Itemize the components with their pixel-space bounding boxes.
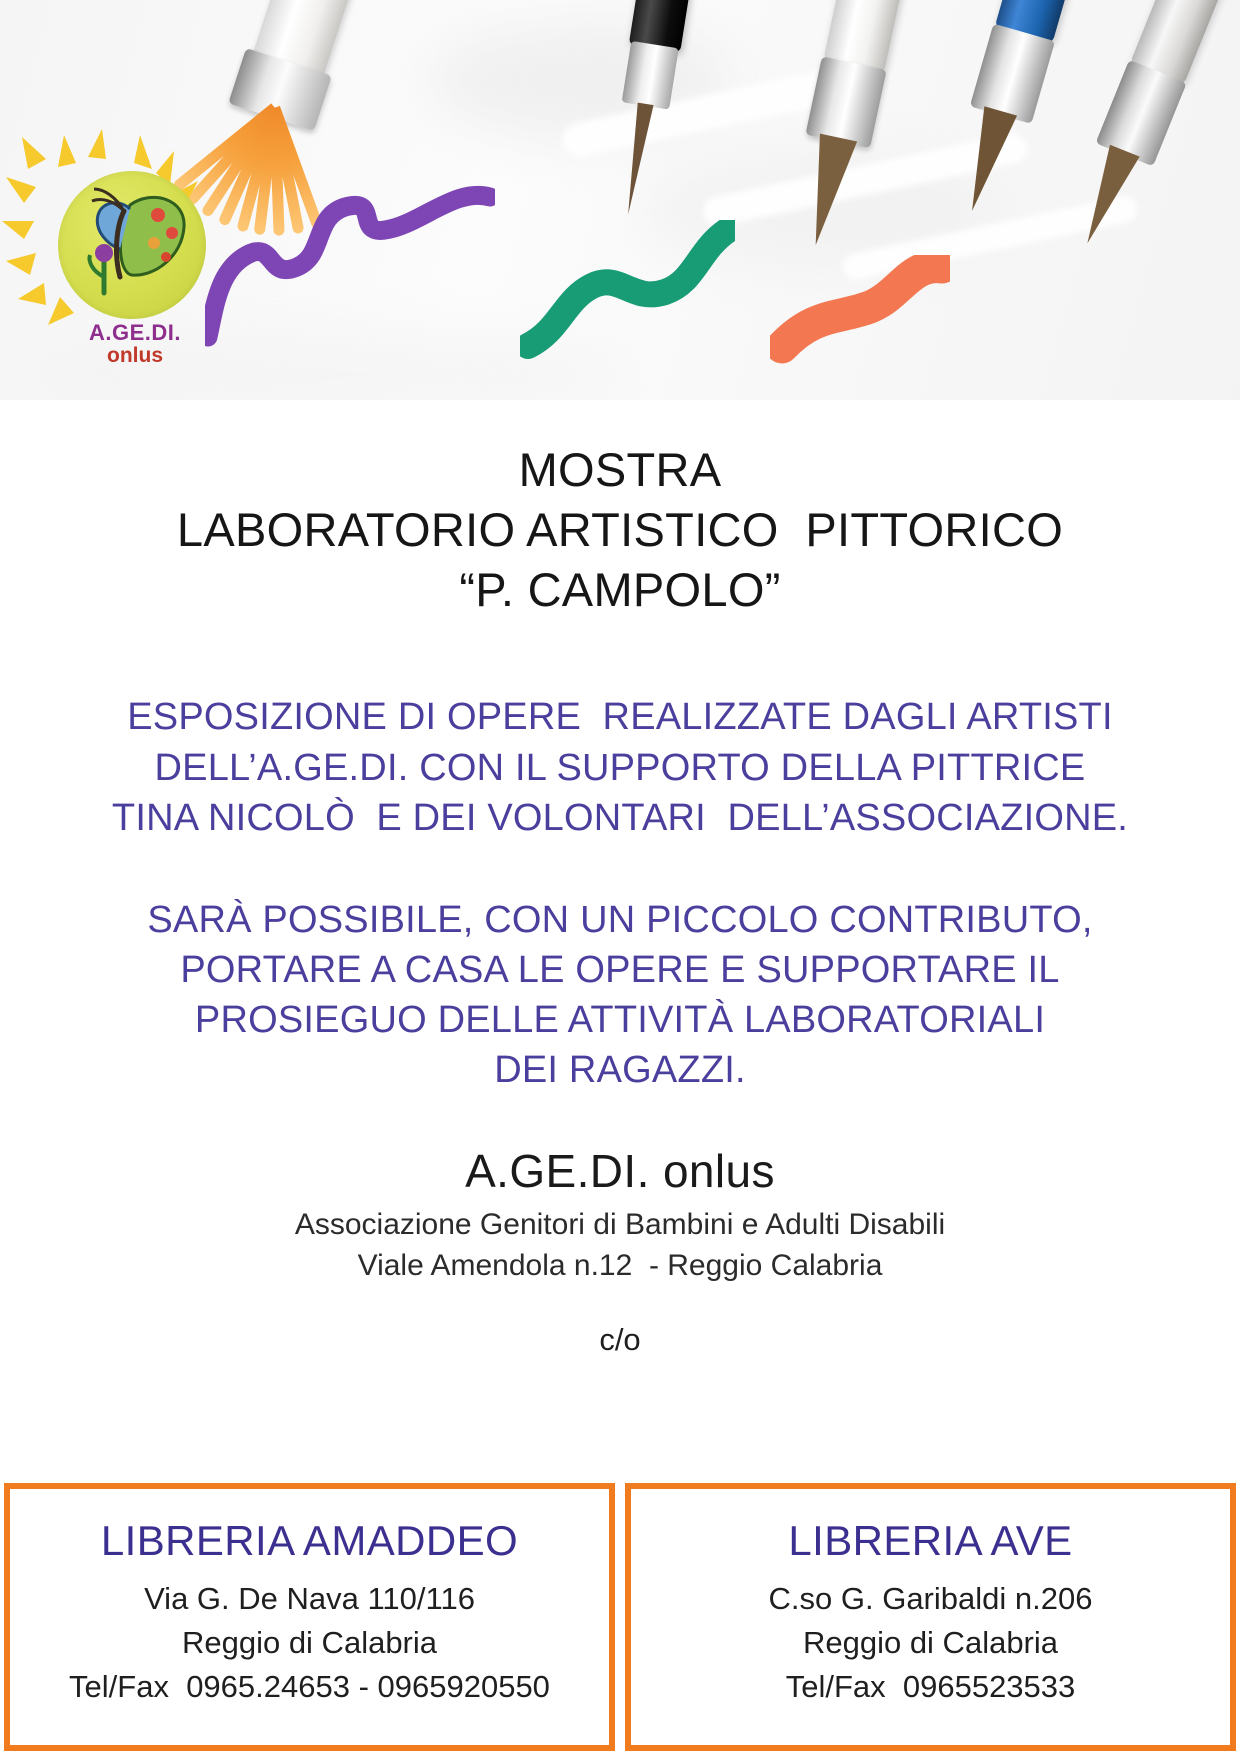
- brush-tip: [956, 106, 1017, 215]
- venue-phone: Tel/Fax 0965523533: [785, 1669, 1076, 1705]
- organization-details: [0, 1204, 1240, 1287]
- paragraph2-line-1: SARÀ POSSIBILE, CON UN PICCOLO CONTRIBUTO,: [147, 898, 1093, 941]
- venue-address: C.so G. Garibaldi n.206: [768, 1581, 1093, 1616]
- logo-subtitle: onlus: [107, 343, 163, 367]
- title-line-3: “P. CAMPOLO”: [459, 563, 781, 617]
- butterfly-figure-icon: [58, 171, 206, 319]
- paragraph2-line-3: PROSIEGUO DELLE ATTIVITÀ LABORATORIALI: [194, 999, 1046, 1042]
- brush-ferrule: [622, 41, 679, 110]
- venue-title: LIBRERIA AVE: [788, 1517, 1073, 1564]
- brush-tip: [620, 103, 653, 216]
- logo-name: A.GE.DI.: [88, 320, 181, 345]
- organization-line-1: Associazione Genitori di Bambini e Adulti Disabili: [294, 1207, 946, 1241]
- venue-box-ave: [625, 1483, 1236, 1751]
- brush-tip: [1073, 145, 1140, 250]
- venue-boxes: [4, 1483, 1236, 1751]
- paragraph1-line-3: TINA NICOLÒ E DEI VOLONTARI DELL’ASSOCIAZIONE.: [111, 796, 1129, 839]
- venue-phone: Tel/Fax 0965.24653 - 0965920550: [69, 1669, 550, 1705]
- logo-text: [70, 321, 200, 367]
- brush-tip: [797, 134, 857, 249]
- venue-city: Reggio di Calabria: [181, 1625, 438, 1661]
- title-line-2: LABORATORIO ARTISTICO PITTORICO: [176, 503, 1064, 557]
- brush-ferrule: [805, 56, 886, 148]
- venue-title: LIBRERIA AMADDEO: [100, 1517, 519, 1564]
- green-paint-stroke: [520, 220, 735, 360]
- venue-box-amaddeo: [4, 1483, 615, 1751]
- paragraph2-line-4: DEI RAGAZZI.: [494, 1049, 746, 1092]
- organization-line-2: Viale Amendola n.12 - Reggio Calabria: [357, 1248, 883, 1282]
- care-of-label: c/o: [599, 1322, 641, 1358]
- paragraph1-line-1: ESPOSIZIONE DI OPERE REALIZZATE DAGLI ARTISTI: [127, 696, 1113, 739]
- organization-name: A.GE.DI. onlus: [465, 1144, 775, 1197]
- venue-city: Reggio di Calabria: [802, 1625, 1059, 1661]
- description-paragraph-1: [0, 692, 1240, 842]
- purple-paint-stroke: [205, 185, 495, 350]
- paragraph1-line-2: DELL’A.GE.DI. CON IL SUPPORTO DELLA PITTRICE: [154, 746, 1086, 789]
- venue-address: Via G. De Nava 110/116: [144, 1581, 475, 1616]
- header-banner-image: [0, 0, 1240, 400]
- poster-content: [0, 415, 1240, 1358]
- agedi-logo: [18, 135, 218, 370]
- page-title: [0, 440, 1240, 620]
- orange-paint-stroke: [770, 255, 950, 365]
- paragraph2-line-2: PORTARE A CASA LE OPERE E SUPPORTARE IL: [180, 949, 1060, 992]
- title-line-1: MOSTRA: [518, 443, 722, 496]
- description-paragraph-2: [0, 895, 1240, 1096]
